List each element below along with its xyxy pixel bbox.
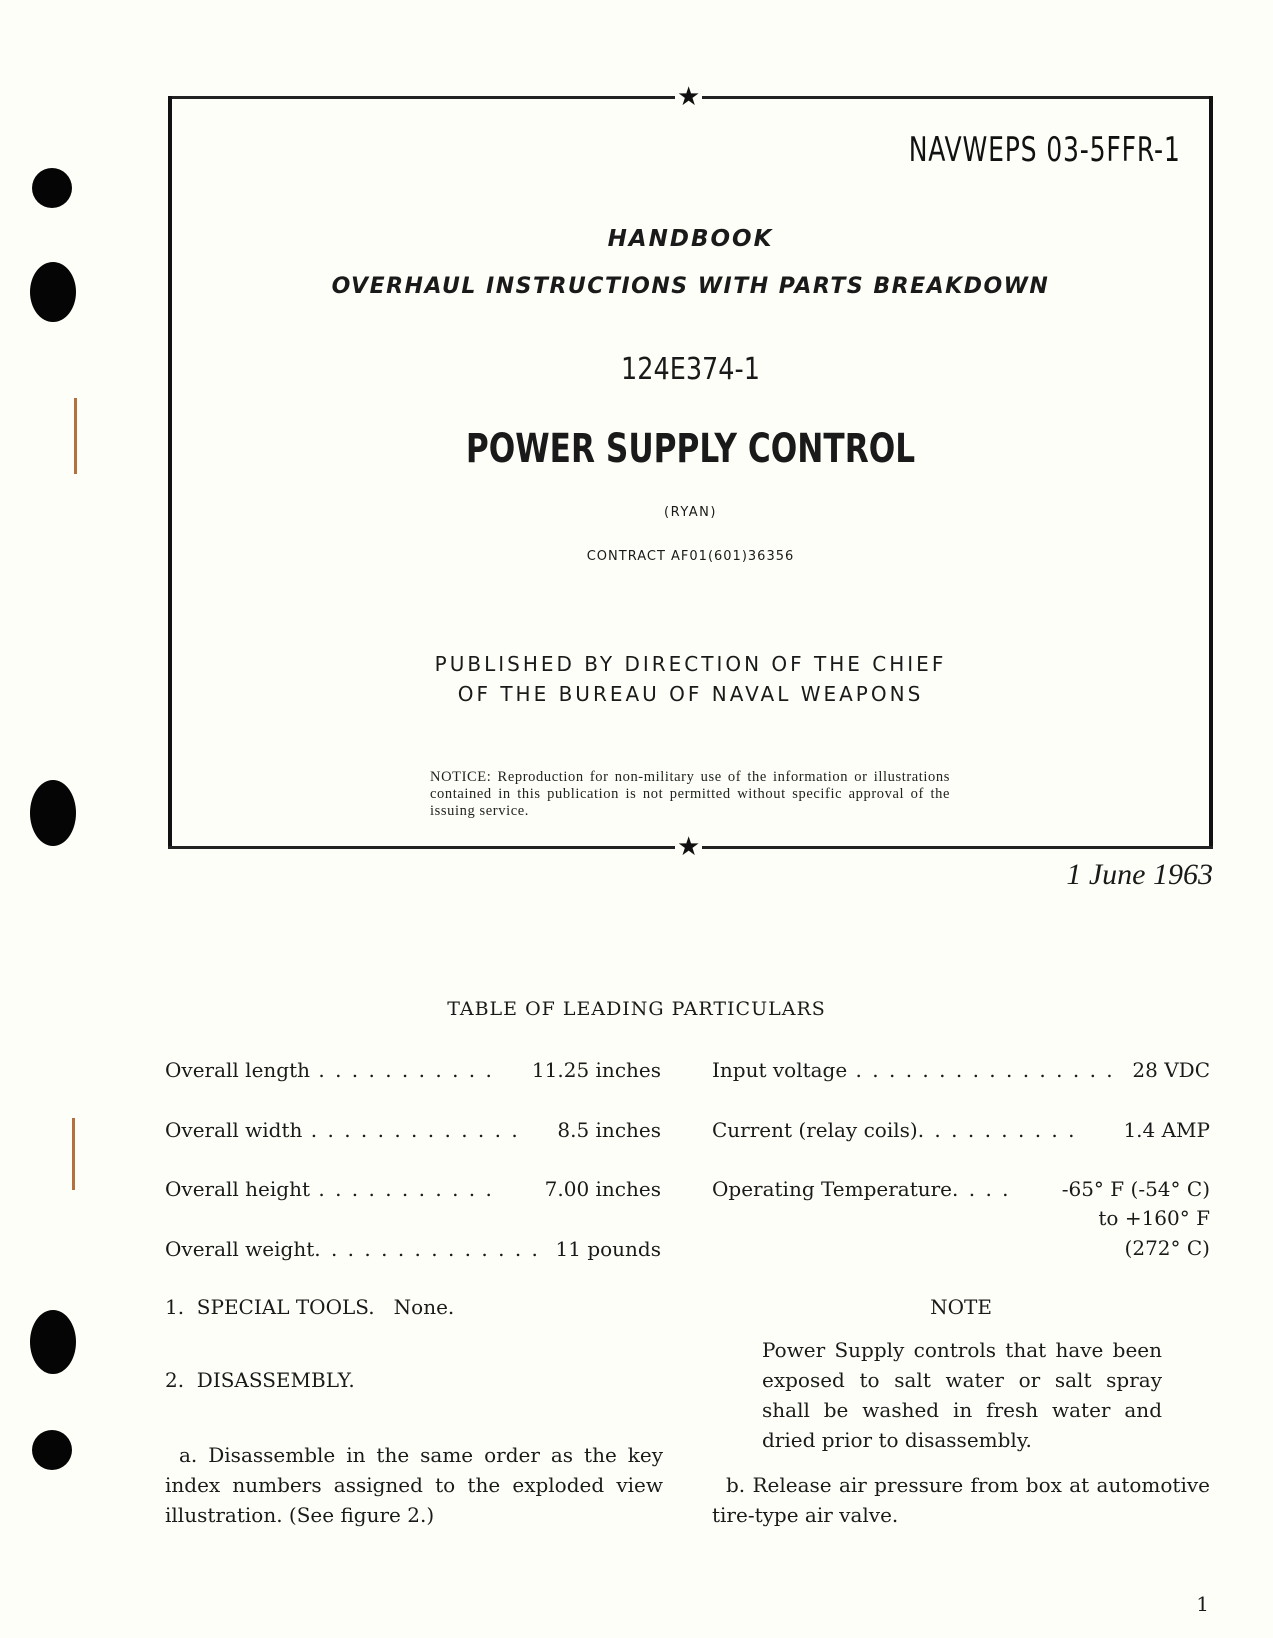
particular-label: Overall length: [165, 1058, 310, 1082]
binder-hole: [30, 780, 76, 846]
particular-value: -65° F (-54° C): [1061, 1177, 1210, 1201]
binder-hole: [32, 168, 72, 208]
particular-value: 8.5 inches: [557, 1118, 661, 1142]
particular-row: Current (relay coils). . . . . . . . . . 1.4 AMP: [712, 1118, 1210, 1142]
handbook-label: HANDBOOK: [607, 226, 774, 252]
frame-right-rule: [1209, 96, 1213, 849]
particular-label: Overall weight: [165, 1237, 315, 1261]
particulars-title: TABLE OF LEADING PARTICULARS: [447, 998, 826, 1020]
particular-row: Overall length . . . . . . . . . . . 11.25 inches: [165, 1058, 661, 1082]
publisher-line-2: OF THE BUREAU OF NAVAL WEAPONS: [457, 682, 924, 706]
particular-label: Overall width: [165, 1118, 303, 1142]
manufacturer: (RYAN): [664, 505, 717, 520]
publisher-line-1: PUBLISHED BY DIRECTION OF THE CHIEF: [434, 652, 947, 676]
note-title: NOTE: [930, 1295, 992, 1319]
scan-mark: [74, 398, 77, 474]
particular-row: Overall weight. . . . . . . . . . . . . . 11 pounds: [165, 1237, 661, 1261]
scan-mark: [72, 1118, 75, 1190]
binder-hole: [30, 1310, 76, 1374]
particular-row: Overall width . . . . . . . . . . . . . 8.5 inches: [165, 1118, 661, 1142]
particular-value: 28 VDC: [1132, 1058, 1210, 1082]
star-icon: ★: [677, 82, 701, 112]
temperature-continued: (272° C): [1124, 1236, 1210, 1260]
reproduction-notice: NOTICE: Reproduction for non-military use of the information or illustrations contained in this publication is not permitted without specific approval of the issuing service.: [430, 769, 950, 819]
publisher-statement: [172, 649, 1209, 709]
particular-value: 11 pounds: [555, 1237, 661, 1261]
particular-label: Input voltage: [712, 1058, 848, 1082]
binder-hole: [32, 1430, 72, 1470]
particular-value: 7.00 inches: [544, 1177, 661, 1201]
particular-row: Operating Temperature. . . . -65° F (-54° C): [712, 1177, 1210, 1201]
temperature-continued: to +160° F: [1098, 1206, 1210, 1230]
document-title: POWER SUPPLY CONTROL: [465, 426, 916, 472]
particular-label: Operating Temperature: [712, 1177, 953, 1201]
particular-row: Input voltage . . . . . . . . . . . . . . . . 28 VDC: [712, 1058, 1210, 1082]
document-number: NAVWEPS 03-5FFR-1: [909, 130, 1181, 170]
publication-date: 1 June 1963: [1066, 858, 1213, 891]
frame-left-rule: [168, 96, 172, 849]
binder-hole: [30, 262, 76, 322]
particular-label: Overall height: [165, 1177, 310, 1201]
star-icon: ★: [677, 832, 701, 862]
section-special-tools: 1. SPECIAL TOOLS. None.: [165, 1295, 455, 1319]
particular-label: Current (relay coils): [712, 1118, 918, 1142]
section-disassembly: 2. DISASSEMBLY.: [165, 1368, 355, 1392]
document-subtitle: OVERHAUL INSTRUCTIONS WITH PARTS BREAKDOWN: [331, 274, 1050, 299]
contract-number: CONTRACT AF01(601)36356: [586, 549, 795, 564]
particular-row: Overall height . . . . . . . . . . . 7.00 inches: [165, 1177, 661, 1201]
note-text: Power Supply controls that have been exposed to salt water or salt spray shall be washed in fresh water and dried prior to disassembly.: [762, 1338, 1162, 1452]
step-a: a. Disassemble in the same order as the key index numbers assigned to the exploded view illustration. (See figure 2.): [165, 1443, 663, 1527]
particular-value: 11.25 inches: [531, 1058, 661, 1082]
particular-value: 1.4 AMP: [1123, 1118, 1210, 1142]
page-number: 1: [1196, 1592, 1209, 1616]
part-number: 124E374-1: [621, 352, 760, 387]
step-b: b. Release air pressure from box at automotive tire-type air valve.: [712, 1473, 1210, 1527]
